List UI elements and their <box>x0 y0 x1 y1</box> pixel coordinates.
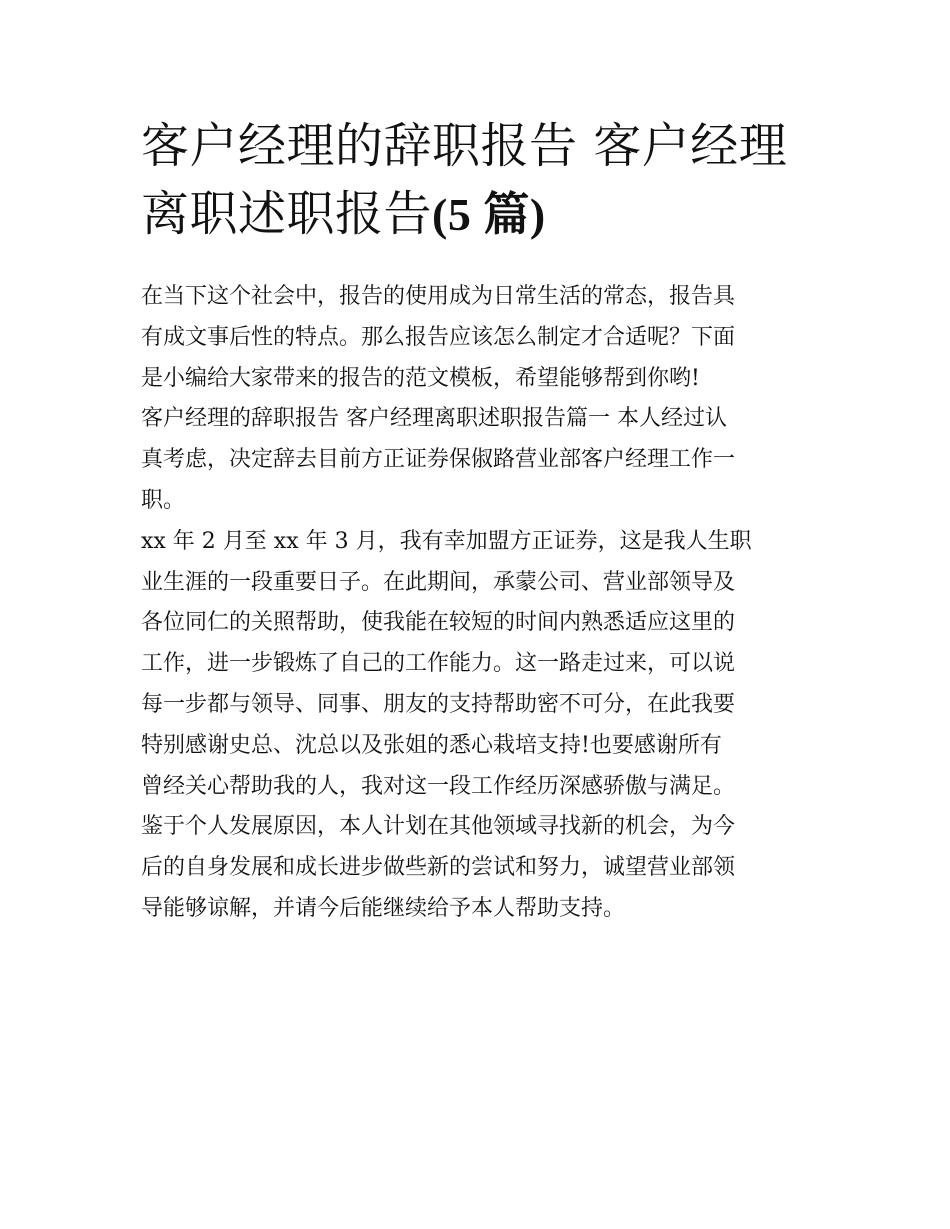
text-line: 每一步都与领导、同事、朋友的支持帮助密不可分，在此我要 <box>141 691 736 717</box>
text-line: 有成文事后性的特点。那么报告应该怎么制定才合适呢？下面 <box>141 324 736 350</box>
text-line: 业生涯的一段重要日子。在此期间，承蒙公司、营业部领导及 <box>141 569 736 595</box>
text-line: 曾经关心帮助我的人，我对这一段工作经历深感骄傲与满足。 <box>141 773 736 799</box>
text-line: 后的自身发展和成长进步做些新的尝试和努力，诚望营业部领 <box>141 855 736 881</box>
text-line: 导能够谅解，并请今后能继续给予本人帮助支持。 <box>141 895 626 921</box>
text-line: 客户经理的辞职报告 客户经理离职述职报告篇一 本人经过认 <box>141 406 727 432</box>
paragraph-work-history <box>141 522 816 808</box>
title-line-1: 客户经理的辞职报告 客户经理 <box>141 118 788 174</box>
text-line: 真考虑，决定辞去目前方正证券保俶路营业部客户经理工作一 <box>141 447 736 473</box>
text-line: xx 年 2 月至 xx 年 3 月，我有幸加盟方正证券，这是我人生职 <box>141 528 752 554</box>
document-title <box>141 112 816 249</box>
title-line-2 <box>141 180 816 249</box>
title-count: (5 篇) <box>432 189 546 240</box>
text-line: 职。 <box>141 487 186 513</box>
text-line: 特别感谢史总、沈总以及张姐的悉心栽培支持!也要感谢所有 <box>141 732 722 758</box>
title-line-2-text <box>141 186 546 242</box>
text-line: 在当下这个社会中，报告的使用成为日常生活的常态，报告具 <box>141 284 736 309</box>
text-line: 鉴于个人发展原因，本人计划在其他领域寻找新的机会，为今 <box>141 814 736 840</box>
document-body <box>141 112 816 930</box>
text-line: 是小编给大家带来的报告的范文模板，希望能够帮到你哟! <box>141 365 700 391</box>
title-line-2-plain: 离职述职报告 <box>141 186 433 242</box>
paragraph-resignation-statement <box>141 399 816 521</box>
text-line: 工作，进一步锻炼了自己的工作能力。这一路走过来，可以说 <box>141 651 736 677</box>
text-line: 各位同仁的关照帮助，使我能在较短的时间内熟悉适应这里的 <box>141 610 736 636</box>
paragraph-reason <box>141 807 816 929</box>
paragraph-intro <box>141 277 816 399</box>
